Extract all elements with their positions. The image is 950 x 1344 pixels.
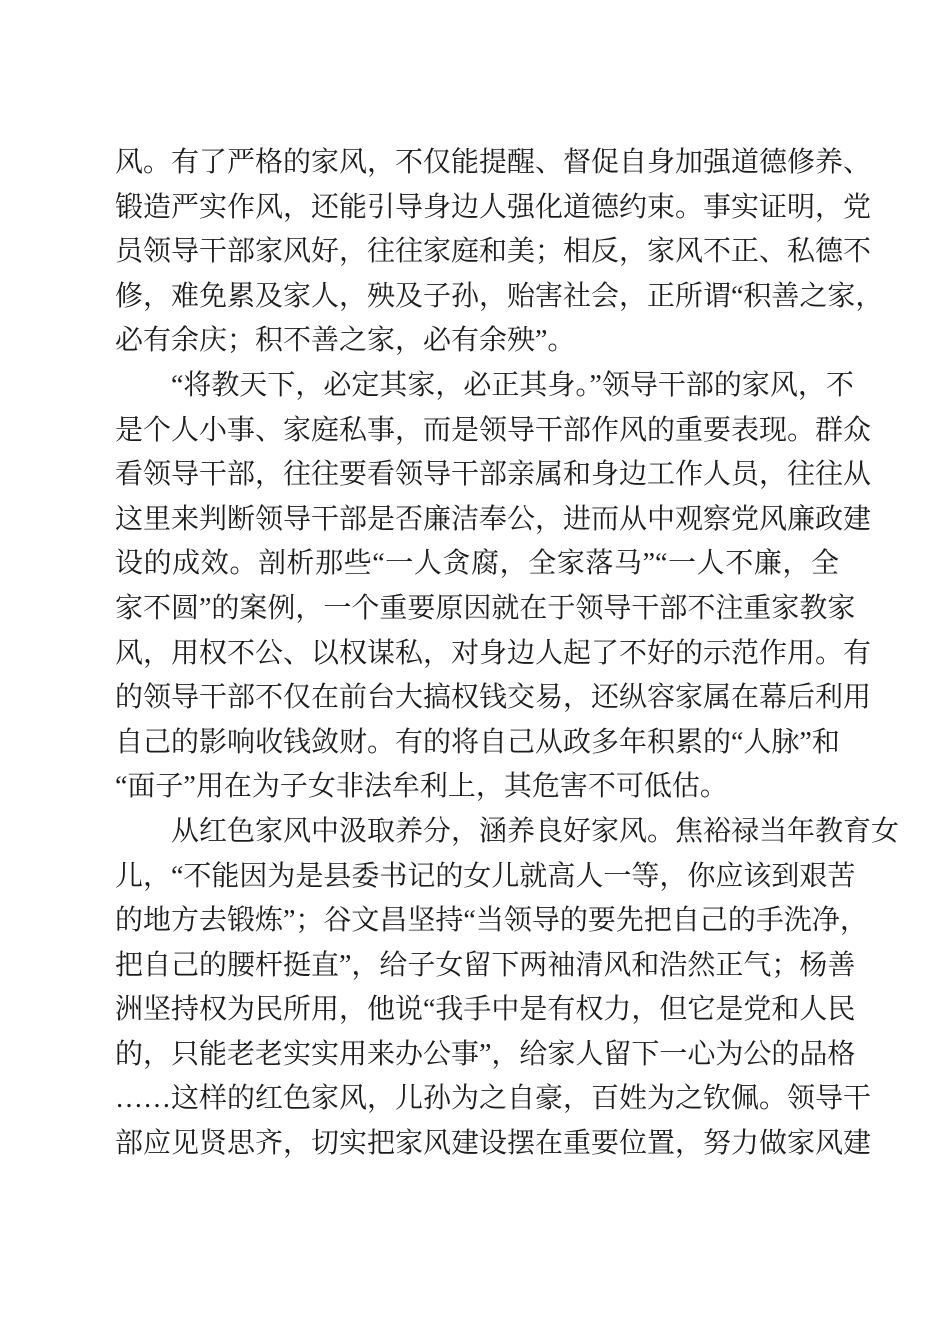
text-line: 这里来判断领导干部是否廉洁奉公，进而从中观察党风廉政建	[115, 503, 872, 535]
paragraph-3	[115, 810, 900, 1167]
text-line: 修，难免累及家人，殃及子孙，贻害社会，正所谓“积善之家，	[115, 280, 884, 312]
text-line: 风，用权不公、以权谋私，对身边人起了不好的示范作用。有	[115, 637, 872, 669]
text-line: 看领导干部，往往要看领导干部亲属和身边工作人员，往往从	[115, 459, 872, 491]
text-line: 锻造严实作风，还能引导身边人强化道德约束。事实证明，党	[115, 191, 872, 223]
text-line: 儿，“不能因为是县委书记的女儿就高人一等，你应该到艰苦	[115, 860, 856, 892]
text-line: “面子”用在为子女非法牟利上，其危害不可低估。	[115, 771, 728, 803]
text-line: 自己的影响收钱敛财。有的将自己从政多年积累的“人脉”和	[115, 726, 840, 758]
text-line: 员领导干部家风好，往往家庭和美；相反，家风不正、私德不	[115, 236, 872, 268]
paragraph-1	[115, 141, 884, 364]
text-line: ……这样的红色家风，儿孙为之自豪，百姓为之钦佩。领导干	[115, 1083, 872, 1115]
text-line: 是个人小事、家庭私事，而是领导干部作风的重要表现。群众	[115, 414, 872, 446]
paragraph-2	[115, 364, 872, 810]
text-line: 的地方去锻炼”；谷文昌坚持“当领导的要先把自己的手洗净，	[115, 905, 868, 937]
text-line: 从红色家风中汲取养分，涵养良好家风。焦裕禄当年教育女	[171, 815, 900, 847]
text-line: 必有余庆；积不善之家，必有余殃”。	[115, 325, 576, 357]
text-block	[115, 141, 900, 1167]
text-line: 洲坚持权为民所用，他说“我手中是有权力，但它是党和人民	[115, 994, 856, 1026]
text-line: 把自己的腰杆挺直”，给子女留下两袖清风和浩然正气；杨善	[115, 949, 856, 981]
text-line: “将教天下，必定其家，必正其身。”领导干部的家风，不	[171, 369, 854, 401]
text-line: 家不圆”的案例，一个重要原因就在于领导干部不注重家教家	[115, 592, 856, 624]
text-line: 的领导干部不仅在前台大搞权钱交易，还纵容家属在幕后利用	[115, 682, 872, 714]
text-line: 风。有了严格的家风，不仅能提醒、督促自身加强道德修养、	[115, 147, 872, 178]
text-line: 设的成效。剖析那些“一人贪腐，全家落马”“一人不廉，全	[115, 548, 839, 580]
text-line: 部应见贤思齐，切实把家风建设摆在重要位置，努力做家风建	[115, 1128, 872, 1160]
text-line: 的，只能老老实实用来办公事”，给家人留下一心为公的品格	[115, 1038, 856, 1070]
